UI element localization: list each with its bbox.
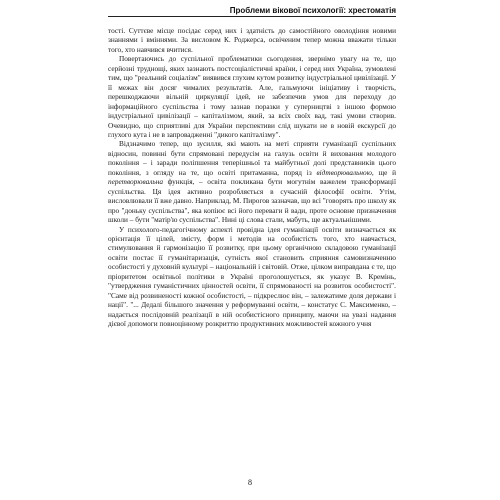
running-title: Проблеми вікової психології: хрестоматія [229, 6, 396, 15]
paragraph-1 [108, 26, 396, 54]
page-number: 8 [248, 478, 252, 487]
italic-term: перетворювальна [108, 177, 163, 187]
paragraph-2 [108, 54, 396, 139]
paragraph-4 [108, 225, 396, 329]
paragraph-3 [108, 139, 396, 224]
running-header [108, 6, 396, 17]
italic-term: відтворювальною [316, 167, 372, 177]
text-segment: Відзначимо тепер, що зусилля, які мають на меті сприяти гуманізації суспільних відносин, повинні бути спрямовані передусім на галузь освіти й виховання молодого покоління – і заради поліпшення теперішньої та майбутньої долі представників цього покоління, з огляду на те, що освіті притаманна, поряд із [108, 139, 396, 177]
text-segment: , ще й [371, 167, 396, 177]
text-segment: У психолого-педагогічному аспекті провідна ідея гуманізації освіти визначається як орієнтація її цілей, змісту, форм і методів на особистість того, хто навчається, стимулювання й гармонізацію її розвитку, при цьому органічною складовою гуманізації освіти постає її гуманітаризація, сутність якої становить сприяння самовизначенню особистості у духовній культурі – національній і світовій. Отже, цілком виправдана є те, що пріоритетом освітньої політики в Україні проголошується, як указує В. Кремінь, "утвердження гуманістичних цінностей освіти, її спрямованості на розвиток особистості". "Саме від розвиненості кожної особистості, – підкреслює він, – залежатиме доля держави і нації". "... Дедалі більшого значення у реформуванні освіти, – констатує С. Максименко, – надається послідовній реалізації в ній особистісного принципу, маючи на увазі надання дієвої допомоги повноцінному розкриттю продуктивних можливостей кожного учня [108, 224, 396, 329]
text-segment: функція, – освіта покликана бути могутнім важелем трансформації суспільства. Ця ідея активно розробляється в сучасній філософії освіти. Утім, висловлювали її вже давно. Наприклад, М. Пирогов зазначав, що всі "говорять про школу як про "доньку суспільства", яка копіює всі його переваги й вади, проте основне призначення школи – бути "матір'ю суспільства". Нині ці слова стали, мабуть, ще актуальнішими. [108, 177, 396, 225]
body-text [108, 26, 396, 329]
text-segment: Повертаючись до суспільної проблематики сьогодення, звернімо увагу на те, що серйозні труднощі, яких зазнають постсоціалістичні країни, і серед них Україна, зумовлені тим, що "реальний соціалізм" виявився глухим кутом розвитку індустріальної цивілізації. У її межах він досяг чималих результатів. Але, гальмуючи ініціативу і творчість, перешкоджаючи вільній циркуляції ідей, не забезпечив умов для переходу до інформаційного суспільства і тому зазнав поразки у суперництві з іншою формою індустріальної цивілізації – капіталізмом, який, за всіх своїх вад, такі умови створив. Очевидно, що сприятливі для України перспективи слід шукати не в новій екскурсії до глухого кута і не в запровадженні "дикого капіталізму". [108, 54, 396, 139]
text-segment: тості. Суттєве місце посідає серед них і здатність до самостійного оволодіння новими знаннями і вміннями. За висловом К. Роджерса, освіченим тепер можна вважати тільки того, хто навчився вчитися. [108, 26, 396, 54]
